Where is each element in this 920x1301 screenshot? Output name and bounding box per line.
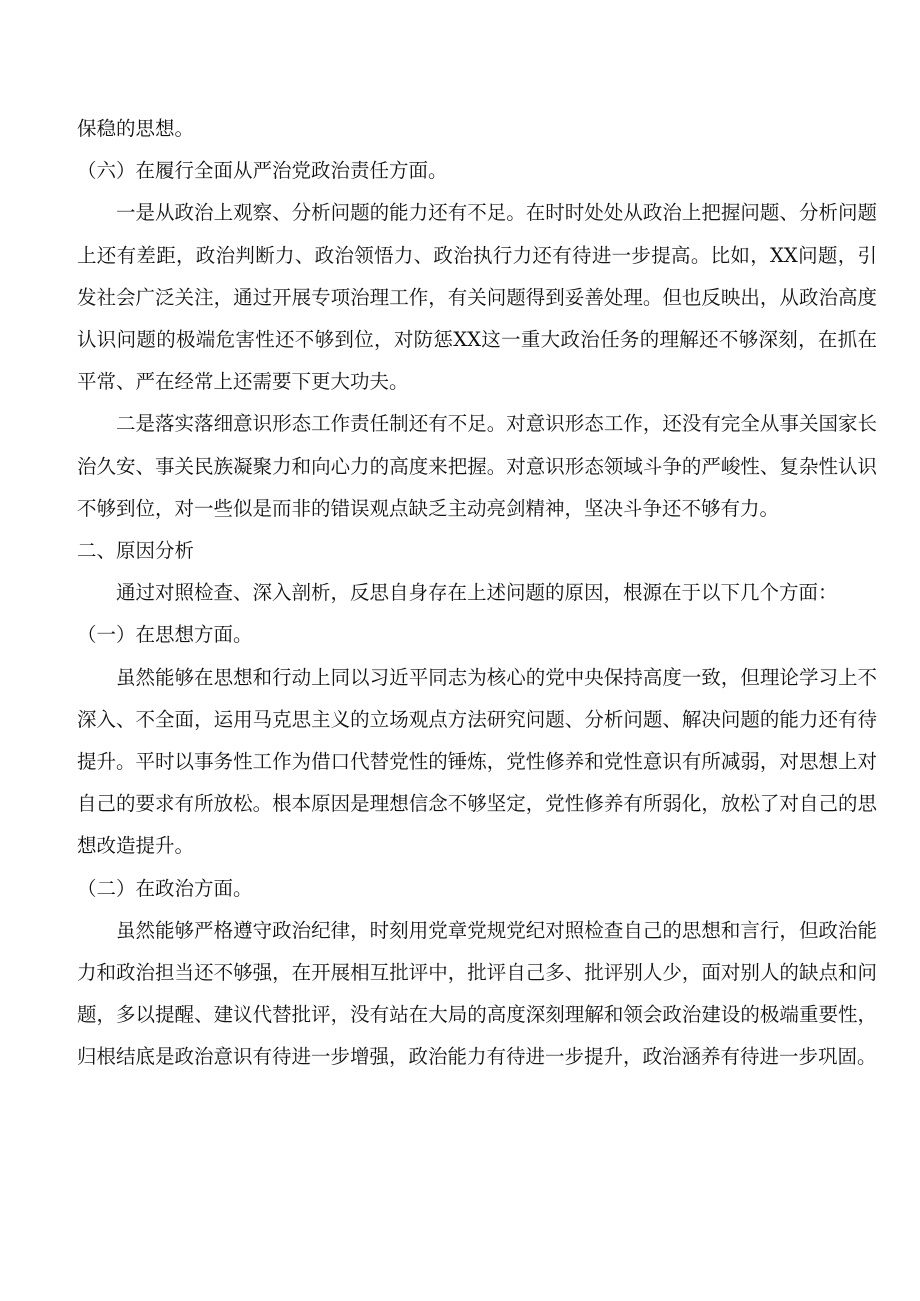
heading-two: （二）在政治方面。 xyxy=(77,876,253,900)
document-page xyxy=(77,108,877,1079)
paragraph-cause-intro: 通过对照检查、深入剖析，反思自身存在上述问题的原因，根源在于以下几个方面： xyxy=(116,581,838,605)
paragraph-ideology-responsibility: 二是落实落细意识形态工作责任制还有不足。对意识形态工作，还没有完全从事关国家长治久安、事关民族凝聚力和向心力的高度来把握。对意识形态领域斗争的严峻性、复杂性认识不够到位，对一些似是而非的错误观点缺乏主动亮剑精神，坚决斗争还不够有力。 xyxy=(77,412,877,520)
paragraph-thought-aspect: 虽然能够在思想和行动上同以习近平同志为核心的党中央保持高度一致，但理论学习上不深入、不全面，运用马克思主义的立场观点方法研究问题、分析问题、解决问题的能力还有待提升。平时以事务性工作为借口代替党性的锤炼，党性修养和党性意识有所减弱，对思想上对自己的要求有所放松。根本原因是理想信念不够坚定，党性修养有所弱化，放松了对自己的思想改造提升。 xyxy=(77,665,877,858)
heading-one: （一）在思想方面。 xyxy=(77,623,253,647)
heading-six: （六）在履行全面从严治党政治责任方面。 xyxy=(77,159,448,183)
paragraph-political-observation: 一是从政治上观察、分析问题的能力还有不足。在时时处处从政治上把握问题、分析问题上还有差距，政治判断力、政治领悟力、政治执行力还有待进一步提高。比如，XX问题，引发社会广泛关注，通过开展专项治理工作，有关问题得到妥善处理。但也反映出，从政治高度认识问题的极端危害性还不够到位，对防惩XX这一重大政治任务的理解还不够深刻，在抓在平常、严在经常上还需要下更大功夫。 xyxy=(77,201,877,394)
paragraph-continuation: 保稳的思想。 xyxy=(77,117,195,140)
paragraph-political-aspect: 虽然能够严格遵守政治纪律，时刻用党章党规党纪对照检查自己的思想和言行，但政治能力和政治担当还不够强，在开展相互批评中，批评自己多、批评别人少，面对别人的缺点和问题，多以提醒、建议代替批评，没有站在大局的高度深刻理解和领会政治建设的极端重要性，归根结底是政治意识有待进一步增强，政治能力有待进一步提升，政治涵养有待进一步巩固。 xyxy=(77,918,877,1069)
section-heading-cause-analysis: 二、原因分析 xyxy=(77,539,195,563)
